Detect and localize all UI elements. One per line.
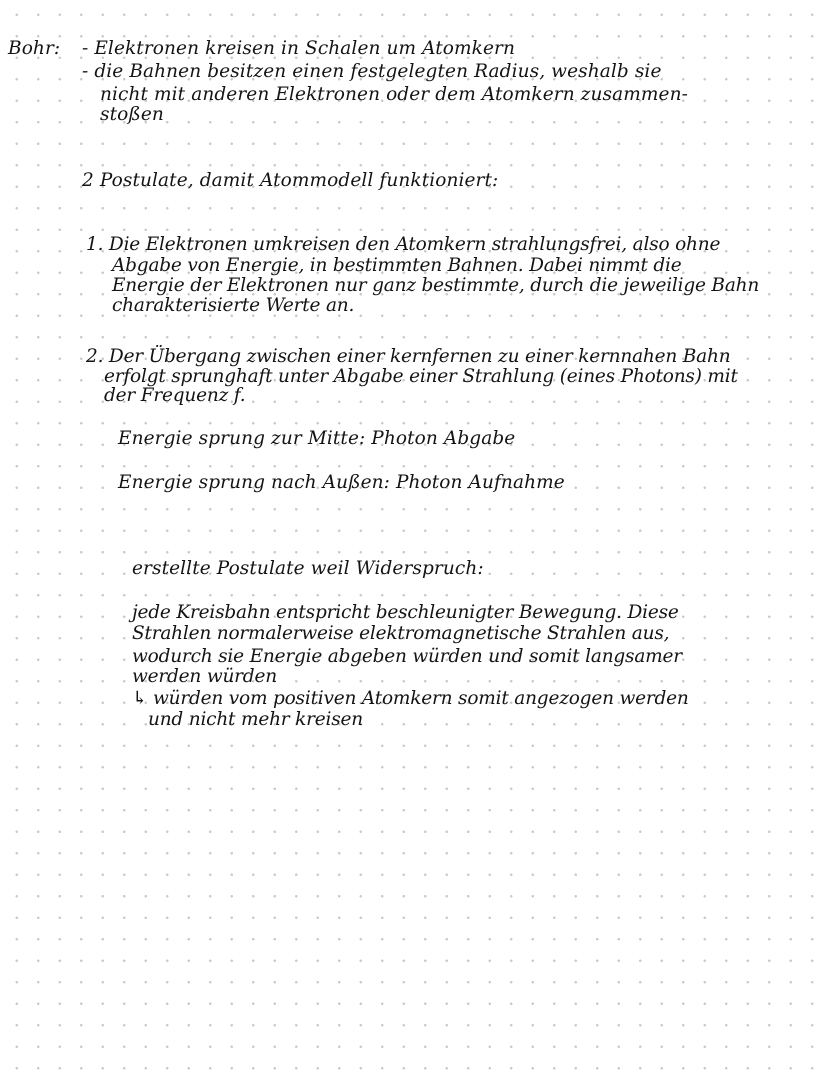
postulate1-line-4: charakterisierte Werte an. bbox=[112, 295, 355, 316]
reason-line-6: und nicht mehr kreisen bbox=[148, 709, 363, 730]
reason-heading: erstellte Postulate weil Widerspruch: bbox=[132, 558, 484, 579]
postulate2-line-3: der Frequenz f. bbox=[104, 385, 246, 406]
reason-line-2: Strahlen normalerweise elektromagnetische Strahlen aus, bbox=[132, 623, 670, 644]
postulate1-line-2: Abgabe von Energie, in bestimmten Bahnen. Dabei nimmt die bbox=[112, 255, 682, 276]
energy-line-2: Energie sprung nach Außen: Photon Aufnahme bbox=[118, 472, 565, 493]
postulate1-line-1: 1. Die Elektronen umkreisen den Atomkern strahlungsfrei, also ohne bbox=[86, 234, 721, 255]
energy-line-1: Energie sprung zur Mitte: Photon Abgabe bbox=[118, 428, 516, 449]
postulate1-line-3: Energie der Elektronen nur ganz bestimmte, durch die jeweilige Bahn bbox=[112, 275, 760, 296]
postulate-heading: 2 Postulate, damit Atommodell funktioniert: bbox=[82, 170, 499, 191]
reason-line-3: wodurch sie Energie abgeben würden und somit langsamer bbox=[132, 646, 682, 667]
postulate2-line-1: 2. Der Übergang zwischen einer kernfernen zu einer kernnahen Bahn bbox=[86, 346, 731, 367]
bohr-label: Bohr: bbox=[8, 38, 61, 59]
bohr-line-3: nicht mit anderen Elektronen oder dem Atomkern zusammen- bbox=[100, 84, 688, 105]
postulate2-line-2: erfolgt sprunghaft unter Abgabe einer Strahlung (eines Photons) mit bbox=[104, 366, 738, 387]
bohr-line-2: - die Bahnen besitzen einen festgelegten Radius, weshalb sie bbox=[82, 61, 662, 82]
bohr-line-4: stoßen bbox=[100, 104, 164, 125]
bohr-line-1: - Elektronen kreisen in Schalen um Atomkern bbox=[82, 38, 515, 59]
reason-line-4: werden würden bbox=[132, 666, 277, 687]
reason-line-1: jede Kreisbahn entspricht beschleunigter Bewegung. Diese bbox=[132, 602, 679, 623]
reason-line-5: ↳ würden vom positiven Atomkern somit angezogen werden bbox=[132, 688, 689, 709]
